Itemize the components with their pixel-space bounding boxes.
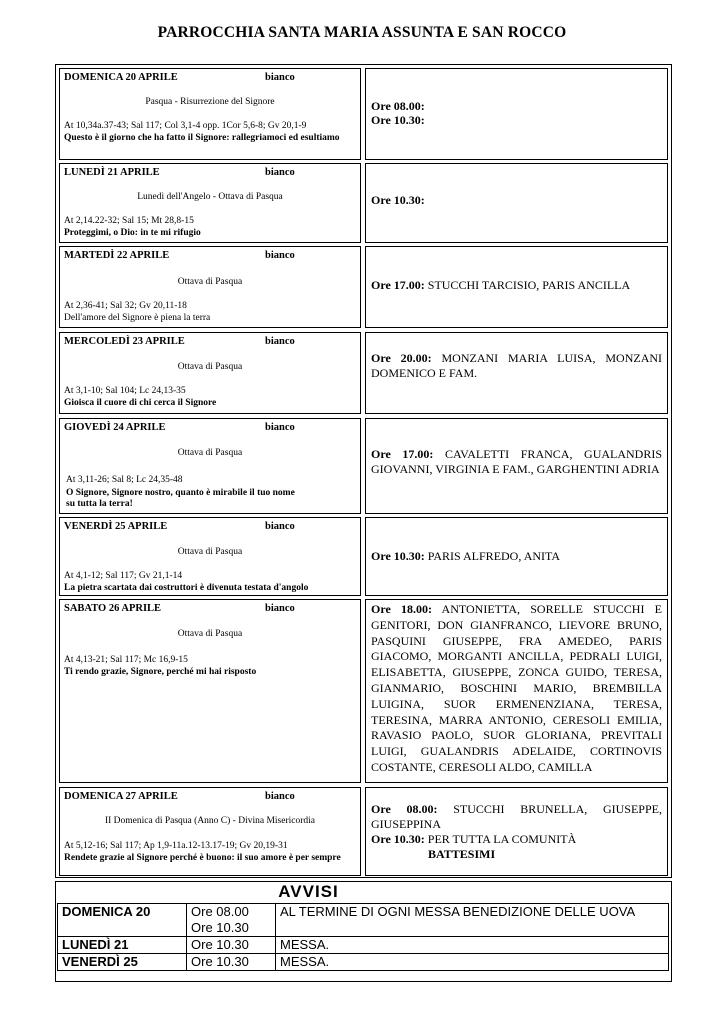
liturgical-color: bianco [265, 603, 295, 614]
mass-cell [365, 599, 668, 783]
notice-day: LUNEDÌ 21 [58, 937, 187, 954]
notices-title: AVVISI [278, 882, 339, 901]
psalm-response: Questo è il giorno che ha fatto il Signore: rallegriamoci ed esultiamo [64, 133, 340, 143]
liturgical-color: bianco [265, 250, 295, 261]
mass-entry [371, 351, 662, 381]
psalm-response: La pietra scartata dai costruttori è divenuta testata d'angolo [64, 583, 309, 593]
liturgical-color: bianco [265, 167, 295, 178]
mass-entry [371, 447, 662, 477]
notice-text: MESSA. [276, 954, 669, 971]
day-row [59, 418, 668, 514]
day-label: DOMENICA 27 APRILE [64, 791, 178, 802]
feast-title: Ottava di Pasqua [177, 277, 243, 287]
mass-intention: CAVALETTI FRANCA, GUALANDRIS GIOVANNI, VIRGINIA E FAM., GARGHENTINI ADRIA [371, 447, 663, 476]
day-row [59, 163, 668, 243]
mass-time: Ore 10.30: [371, 549, 425, 563]
mass-cell [365, 418, 668, 514]
liturgy-cell [59, 246, 361, 328]
day-row [59, 246, 668, 328]
notice-time-1: Ore 08.00 [191, 904, 249, 919]
baptisms-note: BATTESIMI [428, 847, 496, 861]
liturgy-cell [59, 418, 361, 514]
day-row [59, 517, 668, 596]
readings: At 2,14.22-32; Sal 15; Mt 28,8-15 [64, 216, 194, 226]
day-label: MERCOLEDÌ 23 APRILE [64, 336, 185, 347]
mass-cell [365, 246, 668, 328]
feast-title: Ottava di Pasqua [177, 362, 243, 372]
liturgical-color: bianco [265, 521, 295, 532]
day-label: LUNEDÌ 21 APRILE [64, 167, 160, 178]
feast-title: II Domenica di Pasqua (Anno C) - Divina Misericordia [104, 816, 315, 826]
day-label: VENERDÌ 25 APRILE [64, 521, 168, 532]
liturgy-cell [59, 517, 361, 596]
notice-day: VENERDÌ 25 [58, 954, 187, 971]
readings: At 2,36-41; Sal 32; Gv 20,11-18 [64, 301, 187, 311]
mass-cell [365, 517, 668, 596]
liturgy-cell [59, 787, 361, 876]
liturgy-cell [59, 332, 361, 414]
psalm-response: Dell'amore del Signore è piena la terra [64, 313, 211, 323]
day-row [59, 787, 668, 876]
readings: At 3,1-10; Sal 104; Lc 24,13-35 [64, 386, 186, 396]
day-label: DOMENICA 20 APRILE [64, 72, 178, 83]
mass-intention: PER TUTTA LA COMUNITÀ [427, 832, 577, 846]
table-row [58, 954, 669, 971]
mass-time: Ore 10.30: [371, 113, 425, 127]
notices-table [57, 903, 669, 971]
mass-cell [365, 332, 668, 414]
day-row [59, 332, 668, 414]
feast-title: Ottava di Pasqua [177, 547, 243, 557]
mass-time: Ore 10.30: [371, 193, 425, 207]
mass-intention: STUCCHI TARCISIO, PARIS ANCILLA [427, 278, 631, 292]
liturgy-cell [59, 599, 361, 783]
feast-title: Ottava di Pasqua [177, 448, 243, 458]
mass-entry [371, 802, 662, 832]
psalm-response: Proteggimi, o Dio: in te mi rifugio [64, 228, 201, 238]
mass-time: Ore 08.00: [371, 99, 425, 113]
mass-time: Ore 10.30: [371, 832, 425, 846]
day-row [59, 68, 668, 160]
table-row [58, 904, 669, 937]
mass-entry [371, 278, 662, 293]
feast-title: Pasqua - Risurrezione del Signore [145, 97, 275, 107]
psalm-response: Rendete grazie al Signore perché è buono: il suo amore è per sempre [64, 853, 341, 863]
liturgy-cell [59, 163, 361, 243]
liturgical-color: bianco [265, 791, 295, 802]
mass-time: Ore 17.00: [371, 447, 434, 461]
readings: At 10,34a.37-43; Sal 117; Col 3,1-4 opp. 1Cor 5,6-8; Gv 20,1-9 [64, 121, 307, 131]
page-title: PARROCCHIA SANTA MARIA ASSUNTA E SAN ROCCO [157, 24, 567, 41]
day-label: SABATO 26 APRILE [64, 603, 162, 614]
psalm-response: Gioisca il cuore di chi cerca il Signore [64, 398, 217, 408]
mass-cell [365, 68, 668, 160]
mass-intention: ANTONIETTA, SORELLE STUCCHI E GENITORI, DON GIANFRANCO, LIEVORE BRUNO, PASQUINI GIUSEPPE, FRA AMEDEO, PARIS GIACOMO, MORGANTI ANCILLA, PEDRALI LUIGI, ELISABETTA, GIUSEPPE, ZONCA GUIDO, TERESA, GIANMARIO, BOSCHINI MARIO, BREMBILLA LUIGINA, SUOR ERMENENZIANA, TERESA, TERESINA, MARRA ANTONIO, CERESOLI EMILIA, RAVASIO PAOLO, SUOR GLORIANA, PREVITALI LUIGI, GUALANDRIS ADELAIDE, CORTINOVIS COSTANTE, CERESOLI ALDO, CAMILLA [371, 602, 662, 774]
notice-day: DOMENICA 20 [58, 904, 187, 937]
feast-title: Lunedì dell'Angelo - Ottava di Pasqua [137, 192, 283, 202]
mass-intention: PARIS ALFREDO, ANITA [427, 549, 561, 563]
mass-time: Ore 20.00: [371, 351, 432, 365]
psalm-response: Ti rendo grazie, Signore, perché mi hai risposto [64, 667, 257, 677]
mass-entry [371, 832, 662, 847]
day-row [59, 599, 668, 783]
notice-time: Ore 10.30 [187, 937, 276, 954]
mass-intention: MONZANI MARIA LUISA, MONZANI DOMENICO E FAM. [371, 351, 663, 380]
liturgy-cell [59, 68, 361, 160]
mass-intention: STUCCHI BRUNELLA, GIUSEPPE, GIUSEPPINA [371, 802, 662, 831]
notice-text: AL TERMINE DI OGNI MESSA BENEDIZIONE DELLE UOVA [276, 904, 669, 937]
day-label: GIOVEDÌ 24 APRILE [64, 422, 166, 433]
mass-time: Ore 08.00: [371, 802, 438, 816]
notice-text: MESSA. [276, 937, 669, 954]
readings: At 5,12-16; Sal 117; Ap 1,9-11a.12-13.17-19; Gv 20,19-31 [64, 841, 288, 851]
liturgical-color: bianco [265, 336, 295, 347]
readings: At 3,11-26; Sal 8; Lc 24,35-48 [66, 475, 183, 485]
feast-title: Ottava di Pasqua [177, 629, 243, 639]
readings: At 4,13-21; Sal 117; Mc 16,9-15 [64, 655, 188, 665]
liturgical-color: bianco [265, 72, 295, 83]
mass-time: Ore 18.00: [371, 602, 432, 616]
mass-entry [371, 549, 662, 564]
mass-cell [365, 787, 668, 876]
psalm-response: O Signore, Signore nostro, quanto è mirabile il tuo nome su tutta la terra! [66, 488, 295, 509]
readings: At 4,1-12; Sal 117; Gv 21,1-14 [64, 571, 183, 581]
notice-time [187, 904, 276, 937]
day-label: MARTEDÌ 22 APRILE [64, 250, 170, 261]
mass-cell [365, 163, 668, 243]
notice-time: Ore 10.30 [187, 954, 276, 971]
mass-entry [371, 602, 662, 776]
table-row [58, 937, 669, 954]
notice-time-2: Ore 10.30 [191, 920, 249, 935]
mass-time: Ore 17.00: [371, 278, 425, 292]
liturgical-color: bianco [265, 422, 295, 433]
